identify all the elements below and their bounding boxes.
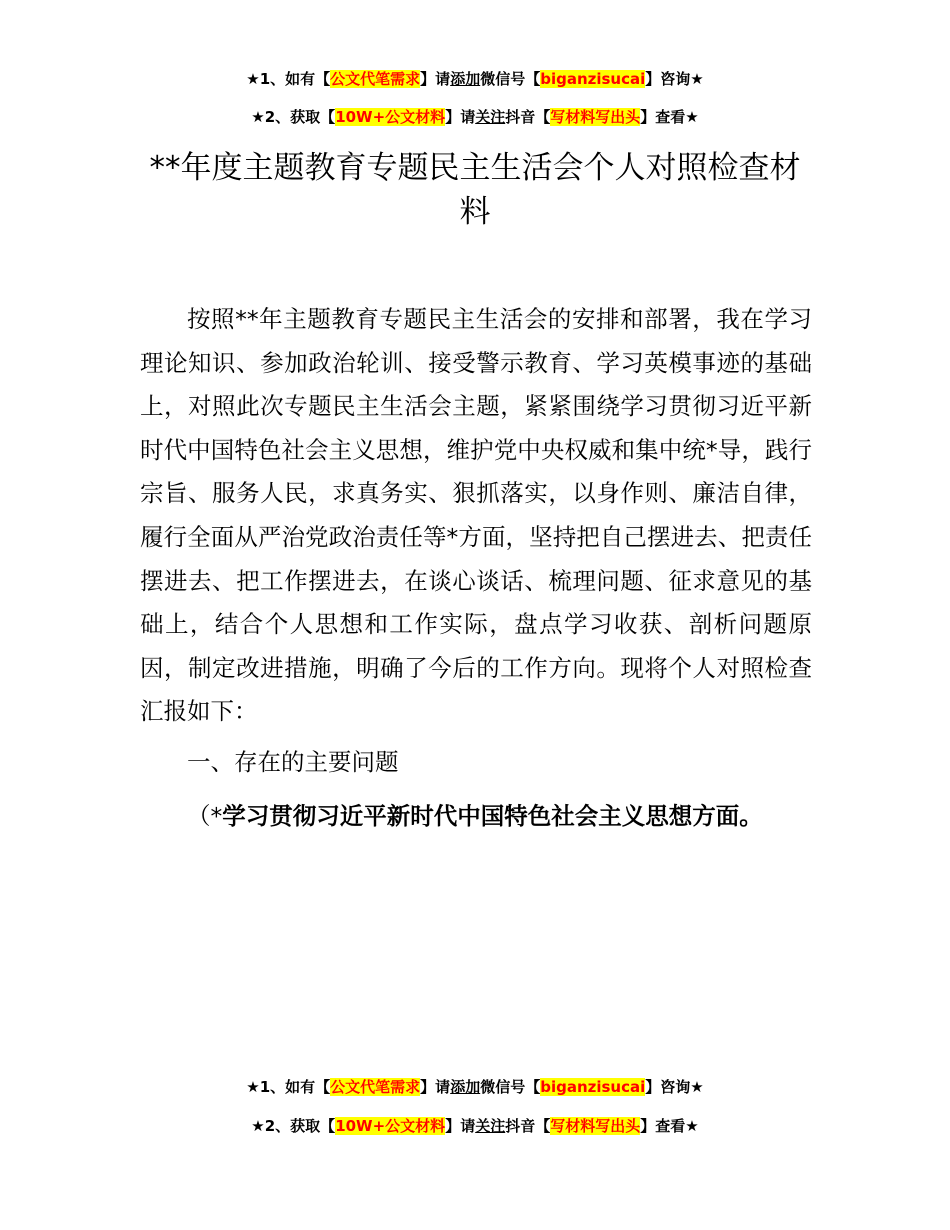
section-heading: 一、存在的主要问题 (187, 748, 399, 776)
ad-text: 】请 (420, 1078, 451, 1096)
ad-text: 】咨询★ (645, 70, 704, 88)
ad-highlight: 写材料写出头 (550, 1117, 641, 1135)
ad-text: 】咨询★ (645, 1078, 704, 1096)
header-ad-line-2 (0, 106, 950, 128)
ad-text: ★1、如有【 (246, 1078, 331, 1096)
footer-ad-line-2 (0, 1115, 950, 1137)
ad-highlight: 10W+公文材料 (335, 108, 446, 126)
document-title: **年度主题教育专题民主生活会个人对照检查材料 (149, 150, 801, 230)
ad-text: ★2、获取【 (251, 1117, 336, 1135)
subsection-heading (187, 795, 763, 839)
ad-text: 】请 (445, 1117, 476, 1135)
ad-highlight: 10W+公文材料 (335, 1117, 446, 1135)
ad-text: 】请 (420, 70, 451, 88)
ad-highlight: 公文代笔需求 (330, 70, 421, 88)
ad-underline: 添加 (450, 1078, 481, 1096)
ad-text: 】请 (445, 108, 476, 126)
ad-text: 微信号【 (480, 1078, 541, 1096)
ad-text: 微信号【 (480, 70, 541, 88)
ad-text: 】查看★ (640, 1117, 699, 1135)
ad-underline: 添加 (450, 70, 481, 88)
ad-underline: 关注 (475, 1117, 506, 1135)
subsection-prefix: （* (187, 802, 223, 830)
ad-text: 】查看★ (640, 108, 699, 126)
ad-highlight: 公文代笔需求 (330, 1078, 421, 1096)
ad-underline: 关注 (475, 108, 506, 126)
ad-highlight: biganzisucai (540, 1078, 646, 1096)
header-ad-line-1 (0, 68, 950, 90)
intro-paragraph: 按照**年主题教育专题民主生活会的安排和部署，我在学习理论知识、参加政治轮训、接受警示教育、学习英模事迹的基础上，对照此次专题民主生活会主题，紧紧围绕学习贯彻习近平新时代中国特色社会主义思想，维护党中央权威和集中统*导，践行宗旨、服务人民，求真务实、狠抓落实，以身作则、廉洁自律，履行全面从严治党政治责任等*方面，坚持把自己摆进去、把责任摆进去、把工作摆进去，在谈心谈话、梳理问题、征求意见的基础上，结合个人思想和工作实际，盘点学习收获、剖析问题原因，制定改进措施，明确了今后的工作方向。现将个人对照检查汇报如下： (140, 305, 812, 726)
subsection-title: 学习贯彻习近平新时代中国特色社会主义思想方面。 (222, 802, 763, 830)
ad-highlight: 写材料写出头 (550, 108, 641, 126)
ad-text: 抖音【 (505, 108, 551, 126)
ad-text: ★1、如有【 (246, 70, 331, 88)
ad-text: 抖音【 (505, 1117, 551, 1135)
ad-highlight: biganzisucai (540, 70, 646, 88)
ad-text: ★2、获取【 (251, 108, 336, 126)
footer-ad-line-1 (0, 1076, 950, 1098)
